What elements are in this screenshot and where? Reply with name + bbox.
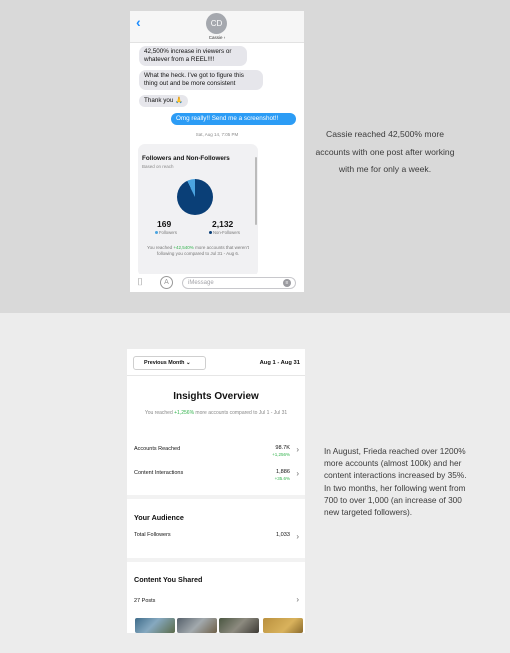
section-divider — [127, 558, 305, 562]
message-bubble-outgoing: Omg really!! Send me a screenshot!! — [171, 113, 296, 125]
note-suffix: more accounts compared to Jul 1 - Jul 31 — [194, 410, 288, 416]
message-bubble-incoming: What the heck. I've got to figure this thing out and be more consistent — [139, 70, 263, 90]
reach-note — [142, 245, 254, 256]
header-divider — [127, 375, 305, 376]
note-prefix: You reached — [144, 410, 175, 416]
section-divider — [127, 495, 305, 499]
message-bubble-incoming: 42,500% increase in viewers or whatever from a REEL!!!! — [139, 46, 247, 66]
back-chevron-icon[interactable]: ‹ — [136, 14, 141, 30]
post-thumbnail[interactable] — [219, 618, 259, 633]
followers-pie-chart — [177, 179, 213, 215]
app-store-icon[interactable]: A — [160, 276, 173, 289]
followers-legend — [155, 230, 177, 235]
insights-note — [141, 410, 291, 417]
total-followers-value: 1,033 — [276, 532, 290, 538]
note-highlight: +1,256% — [174, 410, 195, 416]
legend-dot-icon — [209, 231, 212, 234]
caption-frieda: In August, Frieda reached over 1200% more accounts (almost 100k) and her content interactions increased by 35%. In two months, her following went from 700 to over 1,000 (an increase of 300 new targeted followers). — [324, 446, 467, 518]
nonfollowers-legend — [209, 230, 240, 235]
shared-insights-screenshot[interactable] — [138, 144, 258, 277]
imessage-screenshot — [130, 11, 304, 292]
audience-title: Your Audience — [134, 513, 184, 522]
scrollbar[interactable] — [255, 157, 257, 225]
nonfollowers-label: Non-Followers — [213, 230, 240, 235]
followers-label: Followers — [159, 230, 177, 235]
nonfollowers-value: 2,132 — [212, 219, 234, 229]
camera-icon[interactable]: ⌷ — [137, 277, 143, 288]
accounts-reached-label[interactable]: Accounts Reached — [134, 446, 181, 452]
chevron-right-icon[interactable]: › — [296, 469, 299, 478]
audio-icon[interactable]: ≡ — [283, 279, 291, 287]
contact-avatar[interactable]: CD — [206, 13, 227, 34]
insights-screenshot — [127, 349, 305, 633]
chevron-down-icon: ⌄ — [185, 360, 191, 366]
post-thumbnail[interactable] — [135, 618, 175, 633]
message-bubble-incoming: Thank you 🙏 — [139, 95, 188, 107]
period-dropdown[interactable] — [133, 356, 206, 370]
period-label: Previous Month — [144, 360, 185, 366]
followers-value: 169 — [157, 219, 172, 229]
post-thumbnail[interactable] — [263, 618, 303, 633]
total-followers-label[interactable]: Total Followers — [134, 532, 171, 538]
card-subtitle: Based on reach — [142, 164, 174, 169]
card-title: Followers and Non-Followers — [142, 155, 230, 162]
legend-dot-icon — [155, 231, 158, 234]
chevron-right-icon[interactable]: › — [296, 445, 299, 454]
caption-cassie: Cassie reached 42,500% more accounts with one post after working with me for only a week. — [315, 129, 455, 174]
note-prefix: You reached — [147, 245, 174, 250]
content-title: Content You Shared — [134, 575, 203, 584]
message-timestamp: Sat, Aug 14, 7:05 PM — [195, 132, 239, 137]
chevron-right-icon[interactable]: › — [296, 532, 299, 541]
insights-title: Insights Overview — [173, 391, 259, 402]
content-interactions-delta: +35.6% — [274, 476, 290, 481]
date-range: Aug 1 - Aug 31 — [259, 360, 300, 366]
accounts-reached-value: 98.7K — [275, 445, 290, 451]
chevron-right-icon[interactable]: › — [296, 595, 299, 604]
note-suffix: more accounts that weren't following you compared to Jul 31 - Aug 6. — [156, 245, 249, 256]
posts-count[interactable]: 27 Posts — [134, 598, 156, 604]
contact-name[interactable]: Cassie › — [208, 35, 226, 40]
accounts-reached-delta: +1,256% — [272, 452, 290, 457]
imessage-input[interactable] — [182, 277, 296, 289]
conversation-header — [130, 11, 304, 43]
post-thumbnail[interactable] — [177, 618, 217, 633]
content-interactions-label[interactable]: Content Interactions — [134, 470, 184, 476]
note-highlight: +42,540% — [173, 245, 194, 250]
imessage-placeholder: iMessage — [188, 280, 214, 286]
message-input-bar — [130, 274, 304, 292]
content-interactions-value: 1,886 — [276, 469, 290, 475]
